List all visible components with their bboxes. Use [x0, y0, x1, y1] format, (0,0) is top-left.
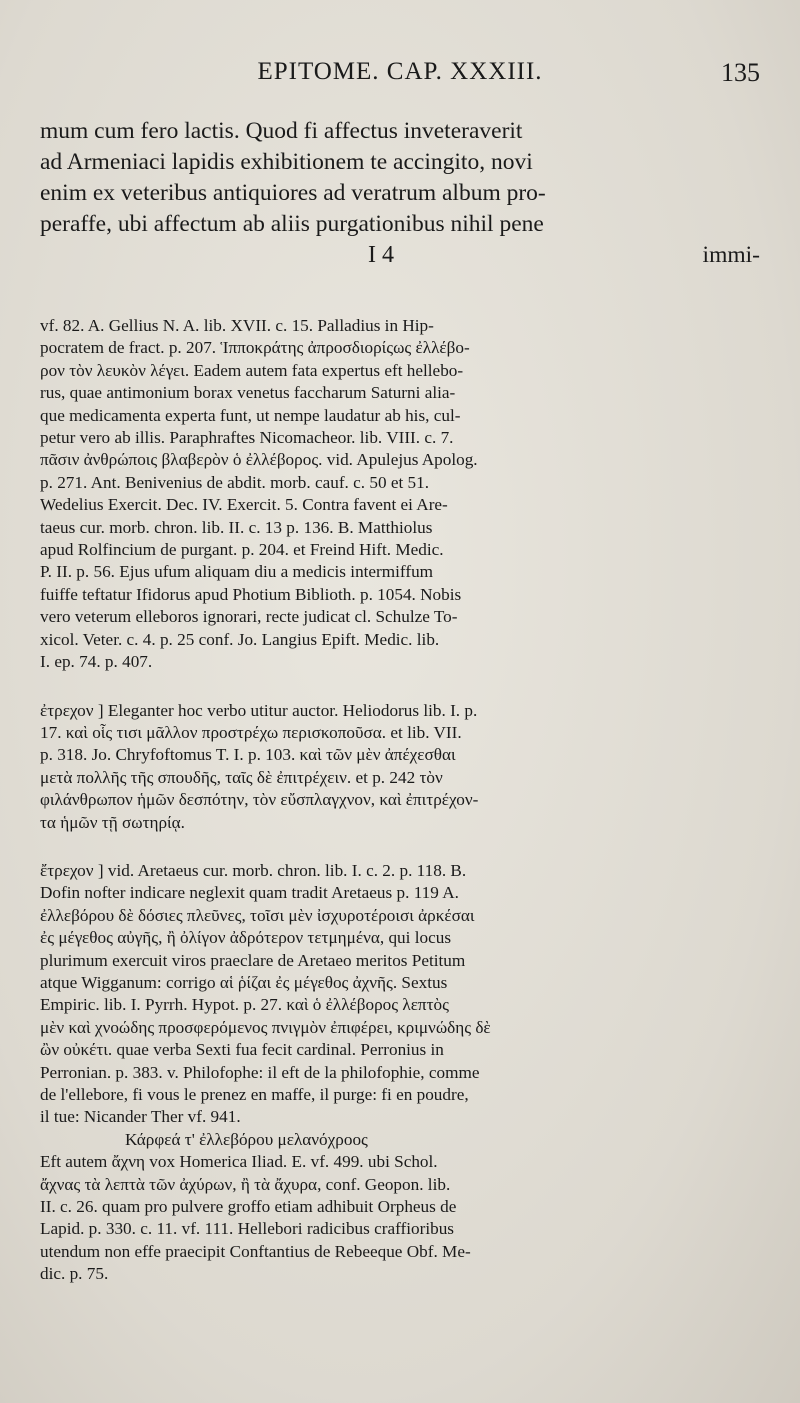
footnote-line: atque Wigganum: corrigo αἱ ῥίζαι ἐς μέγεθος ἀχνῆς. Sextus: [40, 972, 448, 992]
footnote-line: ρον τὸν λευκὸν λέγει. Eadem autem fata expertus eft hellebo-: [40, 360, 464, 380]
footnote-line: Empiric. lib. I. Pyrrh. Hypot. p. 27. καὶ ὁ ἐλλέβορος λεπτὸς: [40, 995, 449, 1015]
footnote-line: P. II. p. 56. Ejus ufum aliquam diu a medicis intermiffum: [40, 562, 434, 582]
main-text-line: enim ex veteribus antiquiores ad veratrum album pro-: [40, 180, 546, 206]
footnote-line: petur vero ab illis. Paraphraftes Nicomacheor. lib. VIII. c. 7.: [40, 428, 454, 448]
footnote-line: 17. καὶ οἷς τισι μᾶλλον προστρέχω περισκοποῦσα. et lib. VII.: [40, 722, 462, 742]
footnote-line: pocratem de fract. p. 207. Ἱπποκράτης ἀπροσδιορίςως ἐλλέβο-: [40, 338, 470, 358]
footnote-line: vf. 82. A. Gellius N. A. lib. XVII. c. 15. Palladius in Hip-: [40, 316, 434, 335]
footnote-line: dic. p. 75.: [40, 1264, 109, 1284]
footnote-line: il tue: Nicander Ther vf. 941.: [40, 1107, 241, 1127]
signature-mark: I 4: [368, 242, 394, 268]
main-text: [40, 116, 760, 271]
footnote-line: Wedelius Exercit. Dec. IV. Exercit. 5. Contra favent ei Are-: [40, 495, 448, 515]
footnotes: [40, 315, 760, 1286]
footnote-2: [40, 700, 760, 834]
footnote-line: p. 318. Jo. Chryfoftomus T. I. p. 103. καὶ τῶν μὲν ἀπέχεσθαι: [40, 745, 456, 765]
footnote-line: ἐλλεβόρου δὲ δόσιες πλεῦνες, τοῖσι μὲν ἰσχυροτέροισι ἀρκέσαι: [40, 905, 475, 925]
footnote-3: [40, 860, 760, 1286]
main-text-line: mum cum fero lactis. Quod fi affectus inveteraverit: [40, 118, 523, 144]
footnote-line: de l'ellebore, fi vous le prenez en maffe, il purge: fi en poudre,: [40, 1085, 469, 1104]
footnote-line: utendum non effe praecipit Conftantius de Rebeeque Obf. Me-: [40, 1241, 471, 1261]
footnote-line: ὢν οὐκέτι. quae verba Sexti fua fecit cardinal. Perronius in: [40, 1040, 444, 1060]
footnote-line: II. c. 26. quam pro pulvere groffo etiam adhibuit Orpheus de: [40, 1197, 457, 1217]
footnote-line: fuiffe teftatur Ifidorus apud Photium Biblioth. p. 1054. Nobis: [40, 584, 462, 604]
footnote-line: taeus cur. morb. chron. lib. II. c. 13 p. 136. B. Matthiolus: [40, 517, 433, 537]
footnote-line: μὲν καὶ χνοώδης προσφερόμενος πνιγμὸν ἐπιφέρει, κριμνώδης δὲ: [40, 1017, 491, 1037]
page-number: 135: [721, 58, 760, 87]
footnote-line: Lapid. p. 330. c. 11. vf. 111. Hellebori radicibus craffioribus: [40, 1219, 454, 1239]
main-text-line: ad Armeniaci lapidis exhibitionem te accingito, novi: [40, 149, 533, 175]
footnote-line: vero veterum elleboros ignorari, recte judicat cl. Schulze To-: [40, 607, 458, 627]
footnote-line: ἐς μέγεθος αὐγῆς, ἢ ὀλίγον ἀδρότερον τετμημένα, qui locus: [40, 928, 452, 948]
footnote-line: Eft autem ἄχνη vox Homerica Iliad. E. vf. 499. ubi Schol.: [40, 1152, 438, 1172]
footnote-line: ἐτρεχον ] Eleganter hoc verbo utitur auctor. Heliodorus lib. I. p.: [40, 700, 478, 720]
footnote-line: φιλάνθρωπον ἡμῶν δεσπότην, τὸν εὔσπλαγχνον, καὶ ἐπιτρέχον-: [40, 790, 479, 810]
footnote-line: I. ep. 74. p. 407.: [40, 652, 153, 672]
running-title: EPITOME. CAP. XXXIII.: [257, 58, 543, 85]
footnote-line: plurimum exercuit viros praeclare de Aretaeo meritos Petitum: [40, 950, 466, 970]
footnote-line: p. 271. Ant. Benivenius de abdit. morb. cauf. c. 50 et 51.: [40, 472, 430, 492]
footnote-line: Dofin nofter indicare neglexit quam tradit Aretaeus p. 119 A.: [40, 883, 459, 903]
running-head: [40, 58, 760, 98]
footnote-line: Perronian. p. 383. v. Philofophe: il eft de la philofophie, comme: [40, 1062, 480, 1082]
signature-line: [40, 240, 760, 271]
footnote-1: [40, 315, 760, 674]
verse-quotation: Κάρφεά τ' ἐλλεβόρου μελανόχροος: [125, 1129, 368, 1149]
footnote-line: ἄχνας τὰ λεπτὰ τῶν ἀχύρων, ἢ τὰ ἄχυρα, conf. Geopon. lib.: [40, 1174, 451, 1194]
footnote-line: τα ἡμῶν τῇ σωτηρίᾳ.: [40, 812, 185, 832]
main-text-line: peraffe, ubi affectum ab aliis purgationibus nihil pene: [40, 211, 544, 237]
footnote-line: μετὰ πολλῆς τῆς σπουδῆς, ταῖς δὲ ἐπιτρέχειν. et p. 242 τὸν: [40, 767, 443, 787]
footnote-line: xicol. Veter. c. 4. p. 25 conf. Jo. Langius Epift. Medic. lib.: [40, 629, 440, 649]
catchword: immi-: [702, 242, 760, 268]
footnote-line: rus, quae antimonium borax venetus faccharum Saturni alia-: [40, 383, 456, 403]
footnote-line: ἔτρεχον ] vid. Aretaeus cur. morb. chron. lib. I. c. 2. p. 118. B.: [40, 860, 467, 880]
footnote-line: que medicamenta experta funt, ut nempe laudatur ab his, cul-: [40, 405, 461, 425]
footnote-line: apud Rolfincium de purgant. p. 204. et Freind Hift. Medic.: [40, 540, 444, 560]
footnote-line: πᾶσιν ἀνθρώποις βλαβερὸν ὁ ἐλλέβορος. vid. Apulejus Apolog.: [40, 450, 478, 470]
